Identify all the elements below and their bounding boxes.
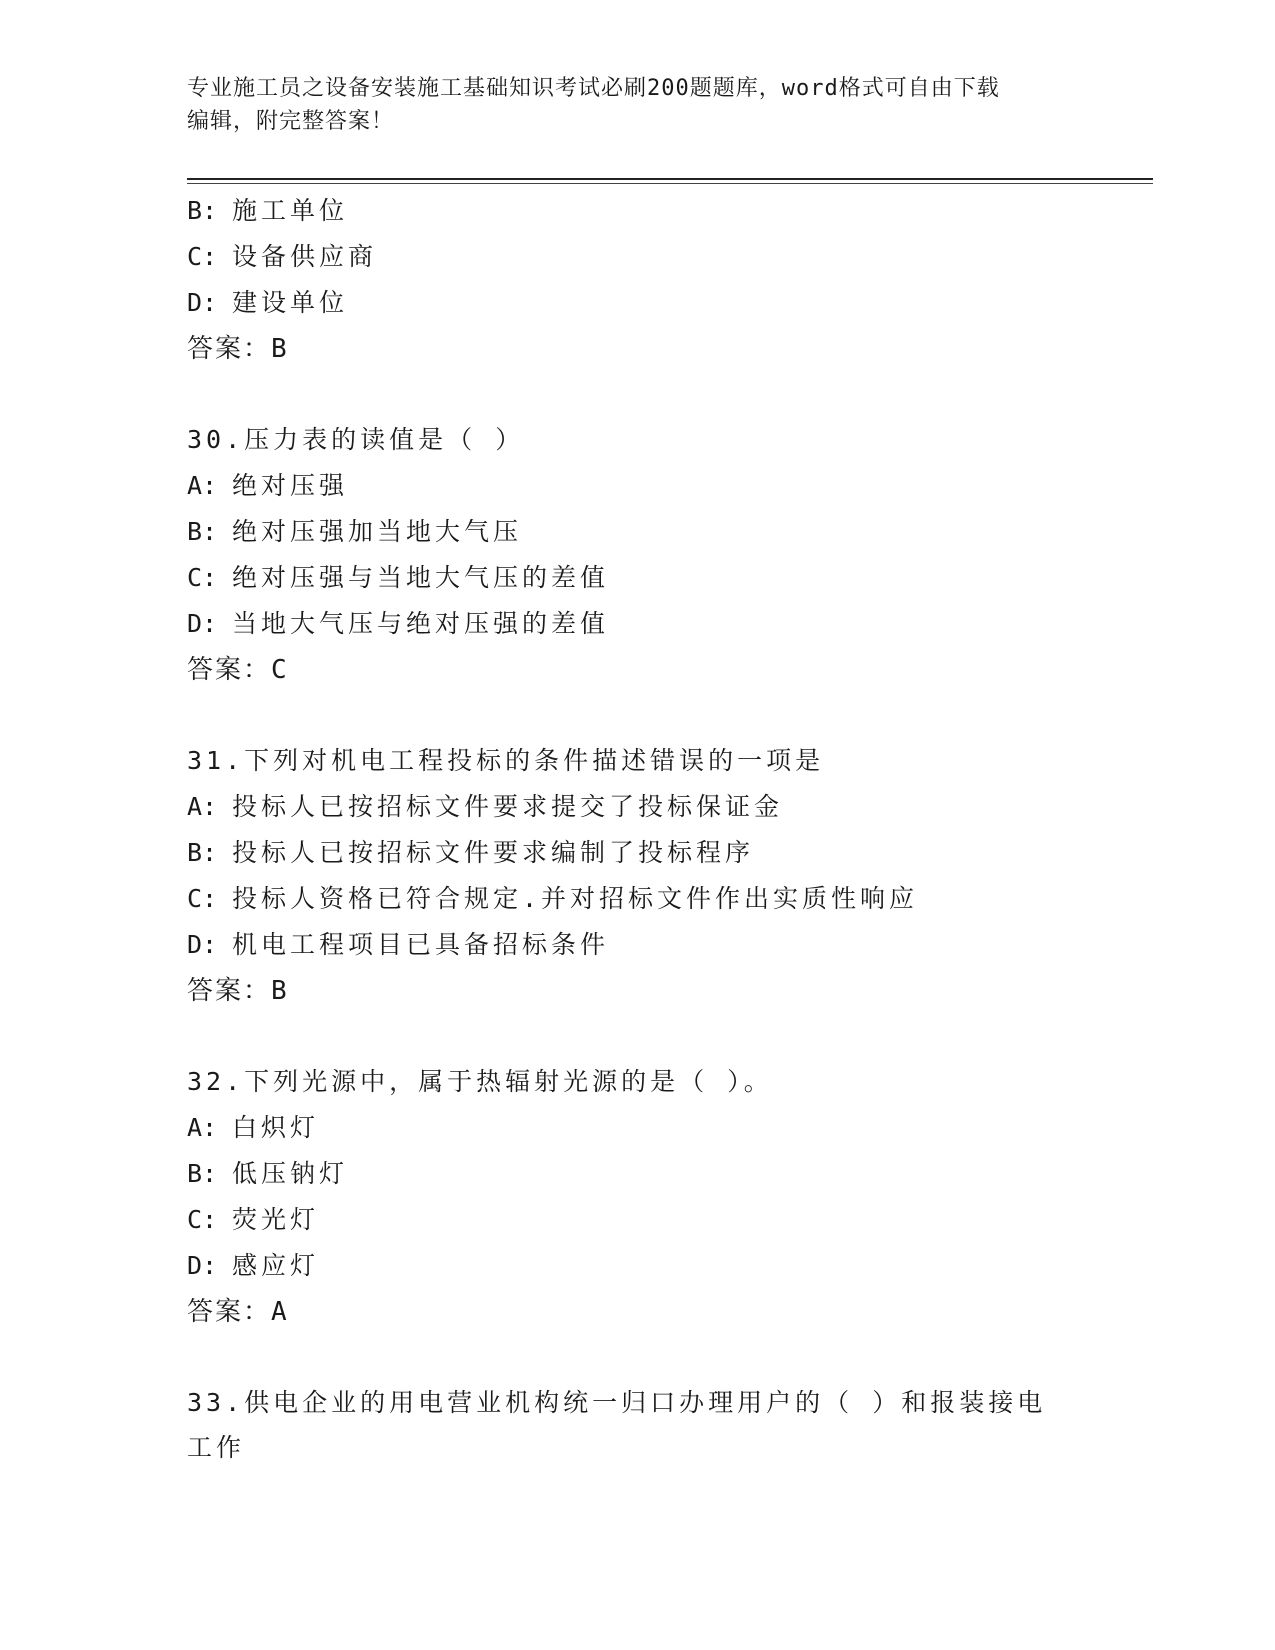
option-prefix: C: <box>187 1205 218 1234</box>
answer-line <box>187 1289 1087 1335</box>
question-31 <box>187 738 1087 1014</box>
option-text: 机电工程项目已具备招标条件 <box>232 930 610 959</box>
option-prefix: C: <box>187 563 218 592</box>
header-divider-thick <box>187 178 1153 180</box>
option-text: 低压钠灯 <box>232 1159 349 1188</box>
option-text: 投标人已按招标文件要求编制了投标程序 <box>232 838 755 867</box>
option-a <box>187 784 1087 830</box>
option-text: 白炽灯 <box>232 1113 320 1142</box>
header-line-2: 编辑，附完整答案！ <box>187 109 395 134</box>
option-d <box>187 280 1087 326</box>
answer-label: 答案： <box>187 976 272 1006</box>
option-c <box>187 1197 1087 1243</box>
question-title: 33.供电企业的用电营业机构统一归口办理用户的（ ）和报装接电工作 <box>187 1388 1047 1462</box>
option-prefix: D: <box>187 609 218 638</box>
answer-value: B <box>271 976 289 1006</box>
answer-value: C <box>271 655 289 685</box>
question-30 <box>187 417 1087 693</box>
answer-value: B <box>271 334 289 364</box>
option-c <box>187 876 1087 922</box>
option-d <box>187 922 1087 968</box>
question-32 <box>187 1059 1087 1335</box>
option-prefix: B: <box>187 196 218 225</box>
answer-value: A <box>271 1297 289 1327</box>
option-text: 当地大气压与绝对压强的差值 <box>232 609 610 638</box>
header-line-1: 专业施工员之设备安装施工基础知识考试必刷200题题库，word格式可自由下载 <box>187 76 1000 101</box>
option-c <box>187 555 1087 601</box>
document-header <box>187 72 1067 138</box>
question-continued <box>187 188 1087 372</box>
option-text: 绝对压强加当地大气压 <box>232 517 523 546</box>
question-title: 31.下列对机电工程投标的条件描述错误的一项是 <box>187 746 825 775</box>
option-b <box>187 830 1087 876</box>
question-list <box>187 188 1087 1470</box>
answer-label: 答案： <box>187 655 272 685</box>
option-text: 投标人已按招标文件要求提交了投标保证金 <box>232 792 784 821</box>
option-text: 设备供应商 <box>232 242 378 271</box>
option-prefix: A: <box>187 1113 218 1142</box>
option-a <box>187 463 1087 509</box>
answer-label: 答案： <box>187 334 272 364</box>
question-title: 30.压力表的读值是（ ） <box>187 425 525 454</box>
option-prefix: C: <box>187 884 218 913</box>
option-prefix: B: <box>187 517 218 546</box>
answer-line <box>187 326 1087 372</box>
option-text: 绝对压强 <box>232 471 349 500</box>
option-prefix: D: <box>187 930 218 959</box>
option-prefix: A: <box>187 792 218 821</box>
answer-line <box>187 968 1087 1014</box>
option-a <box>187 1105 1087 1151</box>
option-prefix: D: <box>187 1251 218 1280</box>
option-b <box>187 509 1087 555</box>
option-text: 绝对压强与当地大气压的差值 <box>232 563 610 592</box>
option-text: 建设单位 <box>232 288 349 317</box>
option-text: 感应灯 <box>232 1251 320 1280</box>
header-divider-thin <box>187 183 1153 184</box>
option-text: 施工单位 <box>232 196 349 225</box>
option-d <box>187 601 1087 647</box>
option-prefix: C: <box>187 242 218 271</box>
option-prefix: B: <box>187 838 218 867</box>
option-prefix: D: <box>187 288 218 317</box>
option-text: 荧光灯 <box>232 1205 320 1234</box>
option-c <box>187 234 1087 280</box>
question-33 <box>187 1380 1087 1470</box>
question-title: 32.下列光源中，属于热辐射光源的是（ ）。 <box>187 1067 773 1096</box>
option-b <box>187 188 1087 234</box>
answer-label: 答案： <box>187 1297 272 1327</box>
option-prefix: A: <box>187 471 218 500</box>
option-d <box>187 1243 1087 1289</box>
option-text: 投标人资格已符合规定.并对招标文件作出实质性响应 <box>232 884 919 913</box>
option-b <box>187 1151 1087 1197</box>
option-prefix: B: <box>187 1159 218 1188</box>
answer-line <box>187 647 1087 693</box>
